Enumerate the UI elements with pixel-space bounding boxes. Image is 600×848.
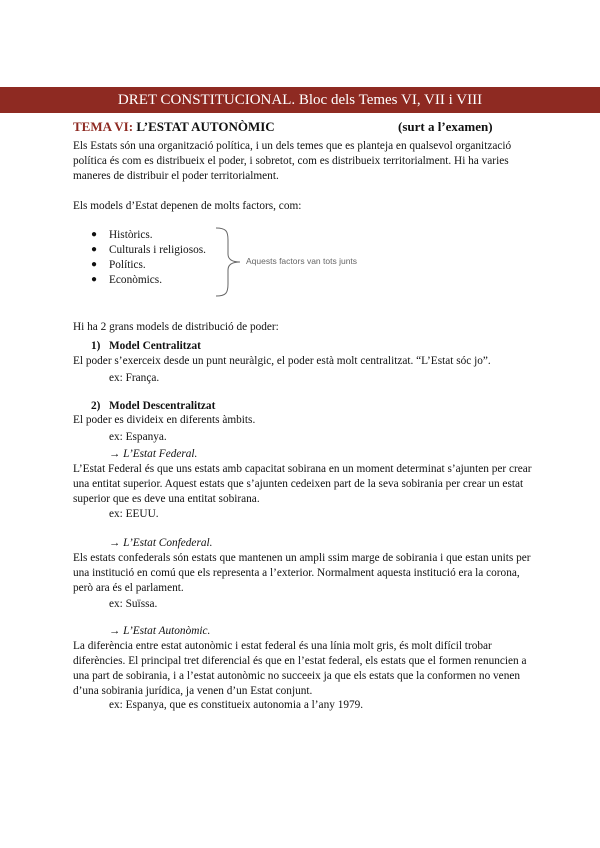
intro-line: maneres de distribuir el poder territorialment. <box>73 170 279 182</box>
intro-line: Els Estats són una organització política, i un dels temes que es planteja en qualsevol organització <box>73 140 512 152</box>
confederal-line: Els estats confederals són estats que mantenen un ampli ssim marge de sobirania i que estan units per <box>73 552 531 564</box>
federal-title: → L’Estat Federal. <box>109 448 198 460</box>
model-number: 2) <box>91 400 101 412</box>
bullet-dot: ● <box>91 229 98 240</box>
model-decentralized-title: Model Descentralitzat <box>109 400 216 412</box>
bullet-dot: ● <box>91 274 98 285</box>
factor-item: Econòmics. <box>109 274 163 286</box>
federal-line: L’Estat Federal és que uns estats amb capacitat sobirana en un moment determinat s’ajunten per crear <box>73 463 532 475</box>
bullet-dot: ● <box>91 259 98 270</box>
confederal-line: una institució en comú que els representa a l’exterior. Normalment aquesta institució era la corona, <box>73 567 520 579</box>
confederal-example: ex: Suïssa. <box>109 598 158 610</box>
federal-line: una entitat superior. Aquest estats que s’ajunten cedeixen part de la seva sobirania per crear un estat <box>73 478 524 490</box>
model-centralized-desc: El poder s’exerceix desde un punt neuràlgic, el poder està molt centralitzat. “L’Estat sóc jo”. <box>73 355 491 367</box>
models-lead: Hi ha 2 grans models de distribució de poder: <box>73 321 279 333</box>
model-number: 1) <box>91 340 101 352</box>
model-centralized-title: Model Centralitzat <box>109 340 201 352</box>
autonomic-title: → L’Estat Autonòmic. <box>109 625 211 637</box>
topic-heading <box>73 119 275 135</box>
factor-item: Culturals i religiosos. <box>109 244 206 256</box>
autonomic-line: una part de sobirania, i a l’estat autonòmic no succeeix ja que els estats que la conformen no venen <box>73 670 521 682</box>
autonomic-line: diferències. El principal tret diferencial és que en l’estat federal, els estats que el formen renuncien a <box>73 655 527 667</box>
autonomic-line: d’una sobirania jurídica, ja venen d’un Estat conjunt. <box>73 685 313 697</box>
topic-label: TEMA VI: <box>73 119 134 134</box>
federal-line: superior que es deve una entitat sobirana. <box>73 493 260 505</box>
curly-brace-icon <box>214 226 244 298</box>
factor-item: Polítics. <box>109 259 146 271</box>
model-decentralized-desc: El poder es divideix en diferents àmbits. <box>73 414 256 426</box>
bullet-dot: ● <box>91 244 98 255</box>
title-main: DRET CONSTITUCIONAL <box>117 92 292 108</box>
model-centralized-example: ex: França. <box>109 372 160 384</box>
title-rest: . Bloc dels Temes VI, VII i VIII <box>291 92 483 108</box>
confederal-line: però ara és el parlament. <box>73 582 184 594</box>
federal-example: ex: EEUU. <box>109 508 159 520</box>
exam-note: (surt a l’examen) <box>398 119 493 134</box>
document-title-banner <box>0 87 600 113</box>
brace-note: Aquests factors van tots junts <box>246 256 358 266</box>
factor-item: Històrics. <box>109 229 153 241</box>
topic-title: L’ESTAT AUTONÒMIC <box>136 119 275 134</box>
intro-line: política és com es distribueix el poder, i sobretot, com es distribueix territorialment. Hi ha varies <box>73 155 509 167</box>
autonomic-example: ex: Espanya, que es constitueix autonomia a l’any 1979. <box>109 699 364 711</box>
factors-lead: Els models d’Estat depenen de molts factors, com: <box>73 200 302 212</box>
autonomic-line: La diferència entre estat autonòmic i estat federal és una línia molt gris, és molt difícil trobar <box>73 640 492 652</box>
confederal-title: → L’Estat Confederal. <box>109 537 213 549</box>
model-decentralized-example: ex: Espanya. <box>109 431 167 443</box>
